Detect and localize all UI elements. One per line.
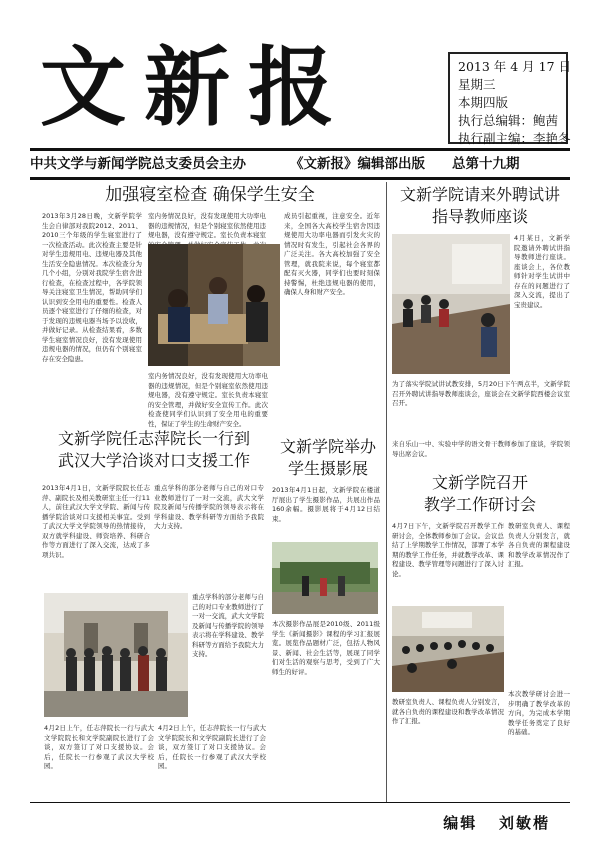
wuhan-headline-line2: 武汉大学洽谈对口支援工作 (57, 451, 250, 470)
exhibit-photo (272, 542, 378, 614)
chief-editor: 执行总编辑：鲍茜 (458, 113, 559, 128)
dorm-body: 2013年3月28日晚，文新学院学生会自律部对我院2012、2011、2010三个年级的学生寝室进行了一次检查活动。此次检查主要是针对学生违规用电、违规电器及其他生活安全隐患情况。本次检查分为几个小组，分别对我院学生宿舍进行检查，在检查过程中，各学院领导关注寝室卫生情况，帮助同学们认识到安全用电的重要性。检查人员逐个寝室进行了仔细的检查，对于发现的违规电器当场予以没收，并做好记录。从检查结果看，多数学生寝室情况良好，没有发现使用违规电器的情况，但仍有个别寝室存在安全隐患。 (42, 212, 142, 363)
issue-info-box (448, 52, 572, 146)
footer-rule (30, 802, 570, 803)
deputy-editor: 执行副主编：李艳冬 (458, 131, 571, 146)
dorm-inspection-photo (148, 244, 280, 366)
meeting-headline-line1: 文新学院召开 (431, 473, 528, 492)
footer-editor (443, 812, 550, 833)
meeting-body-2b: 教研室负责人、课程负责人分别发言，就各自负责的课程建设和教学改革情况作了汇报。 (392, 698, 504, 725)
lecture-headline-line1: 文新学院请来外聘试讲 (399, 185, 560, 204)
meeting-body-2: 教研室负责人、课程负责人分别发言，就各自负责的课程建设和教学改革情况作了汇报。 (508, 522, 570, 568)
wuhan-group-photo (44, 593, 188, 717)
exhibit-headline-line1: 文新学院举办 (279, 437, 376, 456)
wuhan-body-3: 4月2日上午，任志萍院长一行与武大文学院院长和文学院副院长进行了会谈，双方签订了对口支援协议。会后，任院长一行参观了武汉大学校园。 (44, 724, 154, 770)
dorm-body-2b: 室内务情况良好，没有发现使用大功率电器的违规情况，但是个别寝室依然使用违规电器，没有遵守规定。室长负责本寝室的安全管理，并做好安全宣传工作。此次检查使同学们认识到了安全用电的重要性，保证了学生的生命财产安全。 (148, 372, 268, 428)
sponsor-line: 中共文学与新闻学院总支委员会主办 (30, 156, 246, 172)
wuhan-headline-line1: 文新学院任志萍院长一行到 (57, 429, 250, 448)
wuhan-body-3b: 4月2日上午，任志萍院长一行与武大文学院院长和文学院副院长进行了会谈，双方签订了对口支援协议。会后，任院长一行参观了武汉大学校园。 (158, 724, 266, 770)
wuhan-body-2b: 重点学科的部分老师与自己的对口专业教师进行了一对一交流，武大文学院及新闻与传播学院的领导表示将在学科建设、教学科研等方面给予我院大力支持。 (192, 593, 264, 658)
issue-weekday: 星期三 (458, 77, 496, 92)
editor-name: 刘敏楷 (498, 814, 550, 832)
column-divider (386, 182, 387, 802)
meeting-headline-line2: 教学工作研讨会 (423, 495, 536, 514)
lecture-caption: 为了落实学院试讲试教安排，5月20日下午两点半，文新学院召开外聘试讲指导教师座谈会，座谈会在文新学院西楼会议室召开。 (392, 380, 570, 407)
meeting-body-3: 本次教学研讨会进一步明确了教学改革的方向，为完成本学期教学任务奠定了良好的基础。 (508, 690, 570, 736)
masthead-bottom-rule (30, 177, 570, 180)
dorm-body-3: 成员引起重视，注意安全。近年来，全国各大高校学生宿舍因违规使用大功率电器而引发火灾的情况时有发生，引起社会各界的广泛关注。各大高校加强了安全管理，就我院来说，每个寝室都配有灭火器，同学们也要时刻保持警惕，杜绝违规电器的使用，确保人身和财产安全。 (284, 212, 380, 296)
exhibit-body: 2013年4月1日起，文新学院在楼道厅展出了学生摄影作品，共展出作品160余幅。摄影展将于4月12日结束。 (272, 486, 380, 523)
issue-number: 总第十九期 (452, 156, 520, 172)
issue-date: 2013 年 4 月 17 日 (458, 59, 572, 74)
masthead-top-rule (30, 148, 570, 151)
editor-label: 编辑 (443, 814, 478, 832)
lecture-headline-line2: 指导教师座谈 (431, 207, 528, 226)
wuhan-body: 2013年4月1日，文新学院院长任志萍、副院长及相关教研室主任一行11人，前往武汉大学文学院、新闻与传播学院洽谈对口支援相关事宜。受到了武汉大学文学院领导的热情接待，双方就学科建设、师资培养、科研合作等方面进行了深入交流，达成了多项共识。 (42, 484, 150, 559)
dorm-body-2a: 室内务情况良好，没有发现使用大功率电器的违规情况，但是个别寝室依然使用违规电器，没有遵守规定。室长负责本寝室 (148, 212, 266, 239)
lecture-body-2: 来自乐山一中、实验中学的语文骨干教师参加了座谈，学院领导出席会议。 (392, 440, 570, 458)
meeting-body: 4月7日下午，文新学院召开教学工作研讨会，全体教师参加了会议。会议总结了上学期教学工作情况，部署了本学期的教学工作任务，并就教学改革、课程建设、教学管理等问题进行了深入讨论。 (392, 522, 504, 578)
exhibit-headline-line2: 学生摄影展 (287, 459, 368, 478)
newspaper-title: 文新报 (40, 37, 352, 138)
dorm-headline: 加强寝室检查 确保学生安全 (105, 185, 315, 205)
lecture-photo (392, 234, 510, 374)
issue-edition: 本期四版 (458, 95, 509, 110)
exhibit-body-2: 本次摄影作品展是2010级、2011级学生《新闻摄影》课程的学习汇报展览。展览作品题材广泛，包括人物风景、新闻、社会生活等，展现了同学们对生活的观察与思考，受到了广大师生的好评。 (272, 620, 380, 676)
lecture-body: 4月某日，文新学院邀请外聘试讲指导教师进行座谈。座谈会上，各位教师针对学生试讲中存在的问题进行了深入交流，提出了宝贵建议。 (514, 234, 570, 309)
publisher-line: 《文新报》编辑部出版 (290, 156, 425, 172)
wuhan-body-2: 重点学科的部分老师与自己的对口专业教师进行了一对一交流，武大文学院及新闻与传播学院的领导表示将在学科建设、教学科研等方面给予我院大力支持。 (154, 484, 264, 530)
meeting-photo (392, 606, 504, 692)
